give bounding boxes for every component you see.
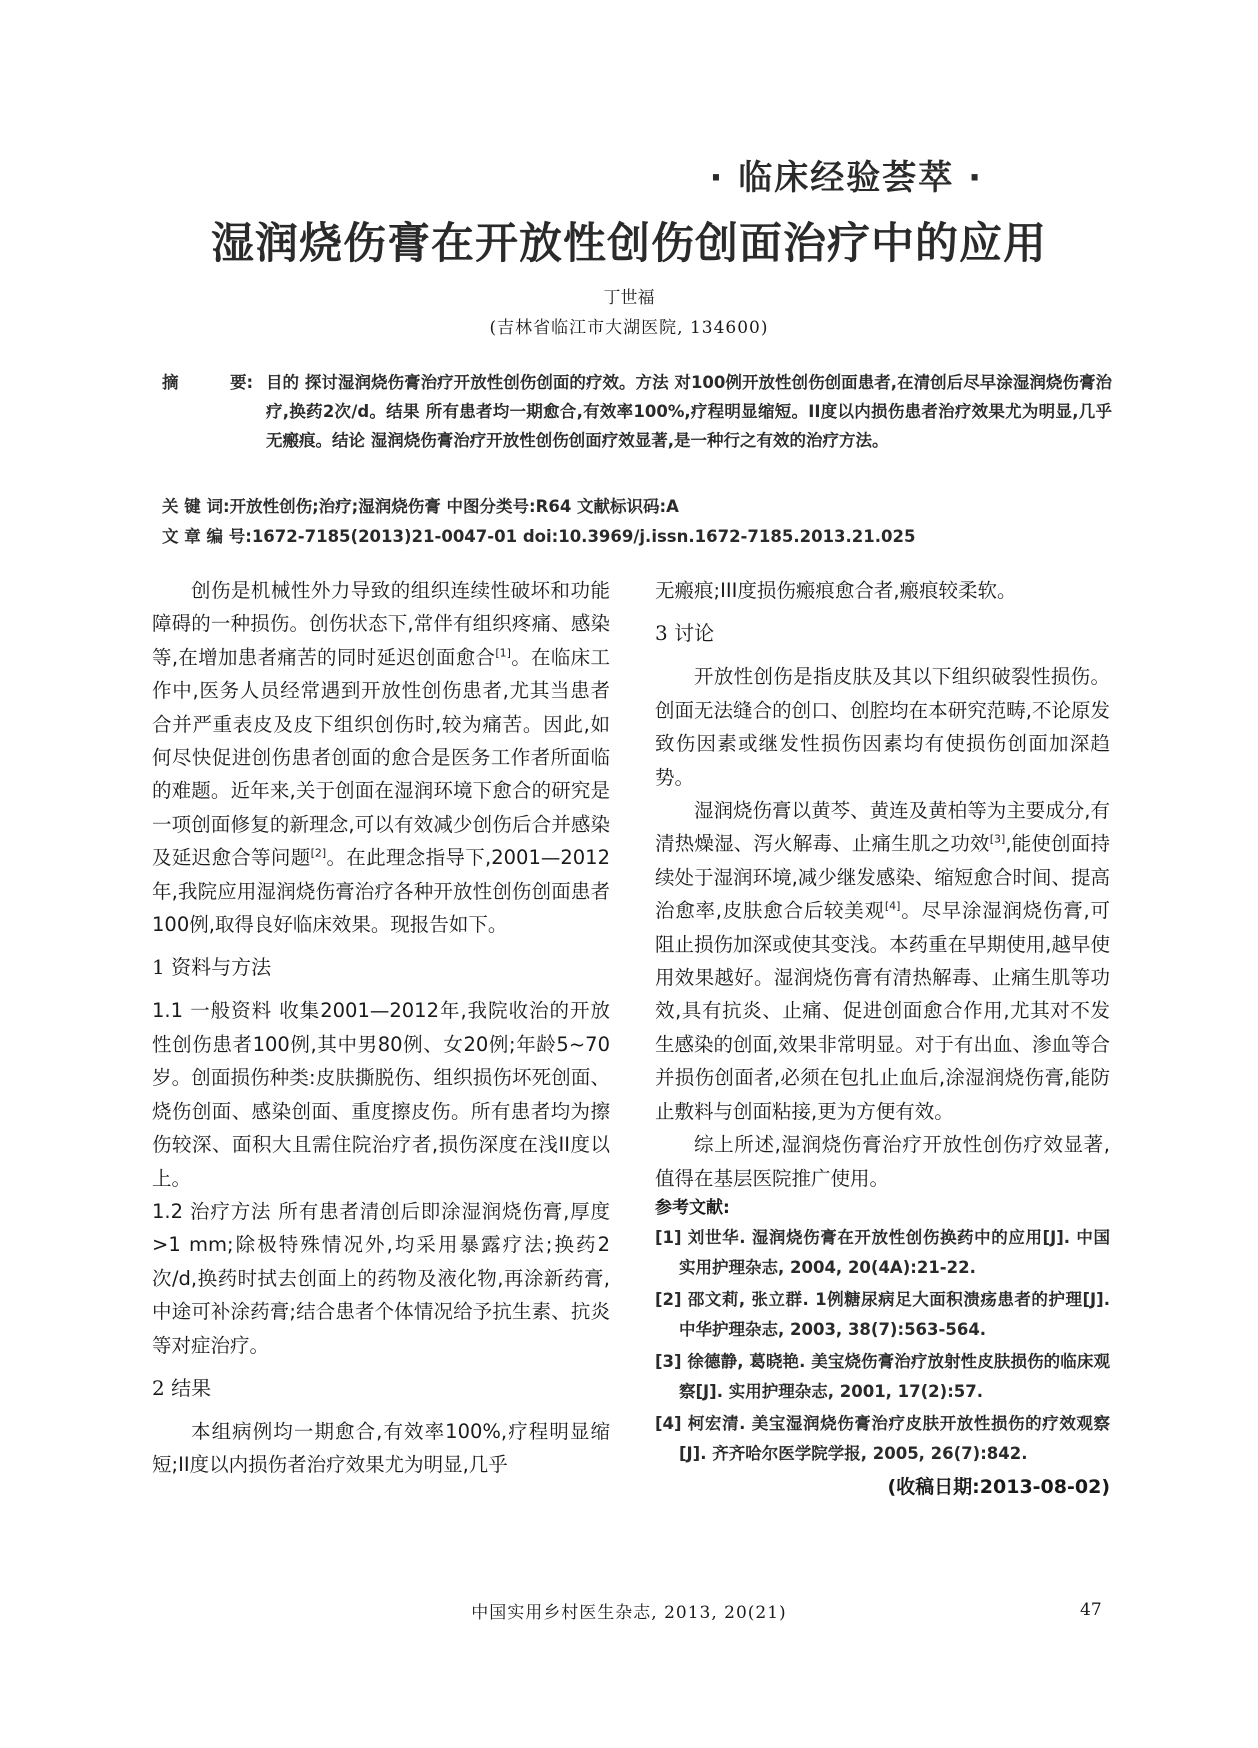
intro-paragraph xyxy=(152,574,610,941)
article-title: 湿润烧伤膏在开放性创伤创面治疗中的应用 xyxy=(211,219,1047,269)
citation-4: [4] xyxy=(884,899,901,913)
reference-item: [3] 徐德静, 葛晓艳. 美宝烧伤膏治疗放射性皮肤损伤的临床观察[J]. 实用护理杂志, 2001, 17(2):57. xyxy=(655,1351,1110,1401)
results-paragraph: 本组病例均一期愈合,有效率100%,疗程明显缩短;II度以内损伤者治疗效果尤为明显,几乎 xyxy=(152,1419,610,1477)
intro-text-1: 创伤是机械性外力导致的组织连续性破坏和功能障碍的一种损伤。创伤状态下,常伴有组织疼痛、感染等,在增加患者痛苦的同时延迟创面愈合 xyxy=(152,579,610,669)
column-tag: · 临床经验荟萃 · xyxy=(709,158,983,198)
intro-text-2: 。在临床工作中,医务人员经常遇到开放性创伤患者,尤其当患者合并严重表皮及皮下组织创伤时,较为痛苦。因此,如何尽快促进创伤患者创面的愈合是医务工作者所面临的难题。近年来,关于创面在湿润环境下愈合的研究是一项创面修复的新理念,可以有效减少创伤后合并感染及延迟愈合等问题 xyxy=(152,645,610,870)
discussion-text-b: ,能使创面持续处于湿润环境,减少继发感染、缩短愈合时间、提高治愈率,皮肤愈合后较美观 xyxy=(655,832,1110,923)
body-left-column xyxy=(152,574,610,1482)
affiliation: (吉林省临江市大湖医院, 134600) xyxy=(489,318,769,338)
subsection-1-2: 1.2 治疗方法 所有患者清创后即涂湿润烧伤膏,厚度>1 mm;除极特殊情况外,均采用暴露疗法;换药2次/d,换药时拭去创面上的药物及液化物,再涂新药膏,中途可补涂药膏;结合患者个体情况给予抗生素、抗炎等对症治疗。 xyxy=(152,1199,610,1357)
abstract-label-1: 摘 xyxy=(162,373,179,392)
abstract-text xyxy=(266,368,1112,455)
citation-2: [2] xyxy=(310,846,327,860)
subsection-1-1: 1.1 一般资料 收集2001—2012年,我院收治的开放性创伤患者100例,其中男80例、女20例;年龄5~70岁。创面损伤种类:皮肤撕脱伤、组织损伤坏死创面、烧伤创面、感染创面、重度擦皮伤。所有患者均为擦伤较深、面积大且需住院治疗者,损伤深度在浅II度以上。 xyxy=(152,999,610,1190)
results-paragraph-cont: 无瘢痕;III度损伤瘢痕愈合者,瘢痕较柔软。 xyxy=(655,579,1017,602)
discussion-text-a: 湿润烧伤膏以黄芩、黄连及黄柏等为主要成分,有清热燥湿、泻火解毒、止痛生肌之功效 xyxy=(655,799,1110,856)
abstract-rest: 湿润烧伤膏治疗,换药2次/d。结果 所有患者均一期愈合,有效率100%,疗程明显缩短。II度以内损伤患者治疗效果尤为明显,几乎无瘢痕。结论 湿润烧伤膏治疗开放性创伤创面疗效显著,是一种行之有效的治疗方法。 xyxy=(266,373,1113,450)
page-number: 47 xyxy=(1080,1600,1102,1620)
section-heading-1: 1 资料与方法 xyxy=(152,955,272,980)
reference-item: [4] 柯宏清. 美宝湿润烧伤膏治疗皮肤开放性损伤的疗效观察[J]. 齐齐哈尔医学院学报, 2005, 26(7):842. xyxy=(655,1413,1110,1463)
journal-footer: 中国实用乡村医生杂志, 2013, 20(21) xyxy=(471,1603,787,1623)
keywords: 关 键 词:开放性创伤;治疗;湿润烧伤膏 中图分类号:R64 文献标识码:A xyxy=(162,497,679,516)
section-heading-3: 3 讨论 xyxy=(655,621,715,646)
body-right-column xyxy=(655,574,1110,1504)
reference-item: [2] 邵文莉, 张立群. 1例糖尿病足大面积溃疡患者的护理[J]. 中华护理杂志, 2003, 38(7):563-564. xyxy=(655,1289,1110,1339)
references-title: 参考文献: xyxy=(655,1197,730,1218)
abstract-first-line: 目的 探讨湿润烧伤膏治疗开放性创伤创面的疗效。方法 对100例开放性创伤创面患者,在清创后尽早涂 xyxy=(266,373,1013,392)
reference-item: [1] 刘世华. 湿润烧伤膏在开放性创伤换药中的应用[J]. 中国实用护理杂志, 2004, 20(4A):21-22. xyxy=(655,1227,1110,1277)
discussion-paragraph-1: 开放性创伤是指皮肤及其以下组织破裂性损伤。创面无法缝合的创口、创腔均在本研究范畴,不论原发致伤因素或继发性损伤因素均有使损伤创面加深趋势。 xyxy=(655,665,1110,789)
received-date: (收稿日期:2013-08-02) xyxy=(887,1475,1110,1498)
article-number: 文 章 编 号:1672-7185(2013)21-0047-01 doi:10.3969/j.issn.1672-7185.2013.21.025 xyxy=(162,527,916,546)
discussion-text-c: 。尽早涂湿润烧伤膏,可阻止损伤加深或使其变浅。本药重在早期使用,越早使用效果越好。湿润烧伤膏有清热解毒、止痛生肌等功效,具有抗炎、止痛、促进创面愈合作用,尤其对不发生感染的创面,效果非常明显。对于有出血、渗血等合并损伤创面者,必须在包扎止血后,涂湿润烧伤膏,能防止敷料与创面粘接,更为方便有效。 xyxy=(655,899,1111,1123)
abstract xyxy=(162,368,1112,455)
discussion-paragraph-2 xyxy=(655,794,1110,1128)
abstract-label xyxy=(162,368,266,397)
citation-1: [1] xyxy=(495,646,511,660)
citation-3: [3] xyxy=(989,832,1006,846)
abstract-label-2: 要: xyxy=(230,373,254,392)
conclusion-paragraph: 综上所述,湿润烧伤膏治疗开放性创伤疗效显著,值得在基层医院推广使用。 xyxy=(655,1133,1110,1190)
author: 丁世福 xyxy=(603,288,655,308)
intro-text-3: 。在此理念指导下,2001—2012年,我院应用湿润烧伤膏治疗各种开放性创伤创面患者100例,取得良好临床效果。现报告如下。 xyxy=(152,846,610,937)
section-heading-2: 2 结果 xyxy=(152,1375,212,1400)
